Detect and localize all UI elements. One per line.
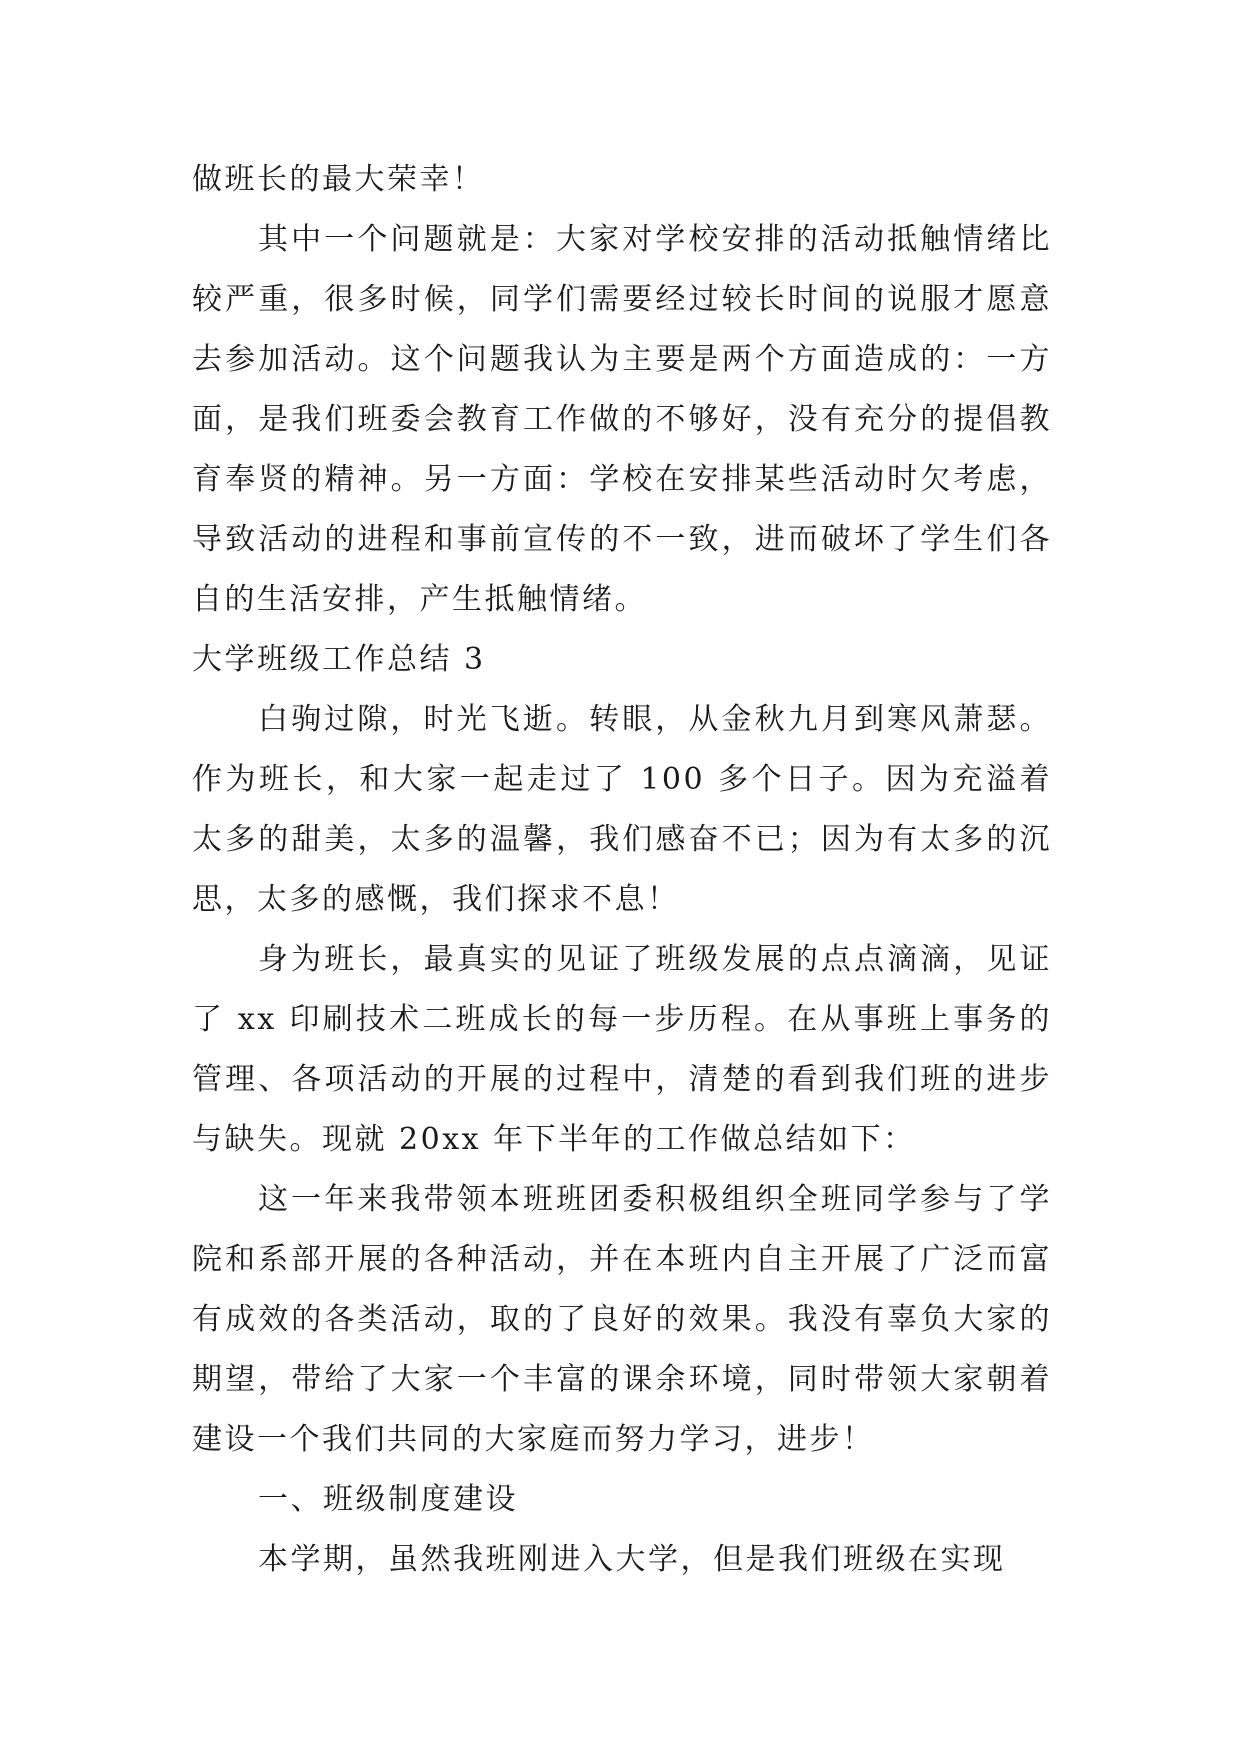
subheading-class-system: 一、班级制度建设 xyxy=(258,1482,518,1517)
paragraph-time: 白驹过隙，时光飞逝。转眼，从金秋九月到寒风萧瑟。作为班长，和大家一起走过了 100 多个日子。因为充溢着太多的甜美，太多的温馨，我们感奋不已；因为有太多的沉思，太多的感慨，我们探求不息！ xyxy=(192,702,1052,917)
section-heading: 大学班级工作总结 3 xyxy=(192,642,486,677)
paragraph-witness: 身为班长，最真实的见证了班级发展的点点滴滴，见证了 xx 印刷技术二班成长的每一步历程。在从事班上事务的管理、各项活动的开展的过程中，清楚的看到我们班的进步与缺失。现就 20xx 年下半年的工作做总结如下： xyxy=(192,942,1052,1157)
paragraph-problem: 其中一个问题就是：大家对学校安排的活动抵触情绪比较严重，很多时候，同学们需要经过较长时间的说服才愿意去参加活动。这个问题我认为主要是两个方面造成的：一方面，是我们班委会教育工作做的不够好，没有充分的提倡教育奉贤的精神。另一方面：学校在安排某些活动时欠考虑，导致活动的进程和事前宣传的不一致，进而破坏了学生们各自的生活安排，产生抵触情绪。 xyxy=(192,222,1052,617)
paragraph-activities: 这一年来我带领本班班团委积极组织全班同学参与了学院和系部开展的各种活动，并在本班内自主开展了广泛而富有成效的各类活动，取的了良好的效果。我没有辜负大家的期望，带给了大家一个丰富的课余环境，同时带领大家朝着建设一个我们共同的大家庭而努力学习，进步！ xyxy=(192,1182,1052,1457)
document-page xyxy=(192,150,1052,1590)
paragraph-semester: 本学期，虽然我班刚进入大学，但是我们班级在实现 xyxy=(258,1542,1006,1577)
paragraph-honor: 做班长的最大荣幸！ xyxy=(192,162,485,197)
